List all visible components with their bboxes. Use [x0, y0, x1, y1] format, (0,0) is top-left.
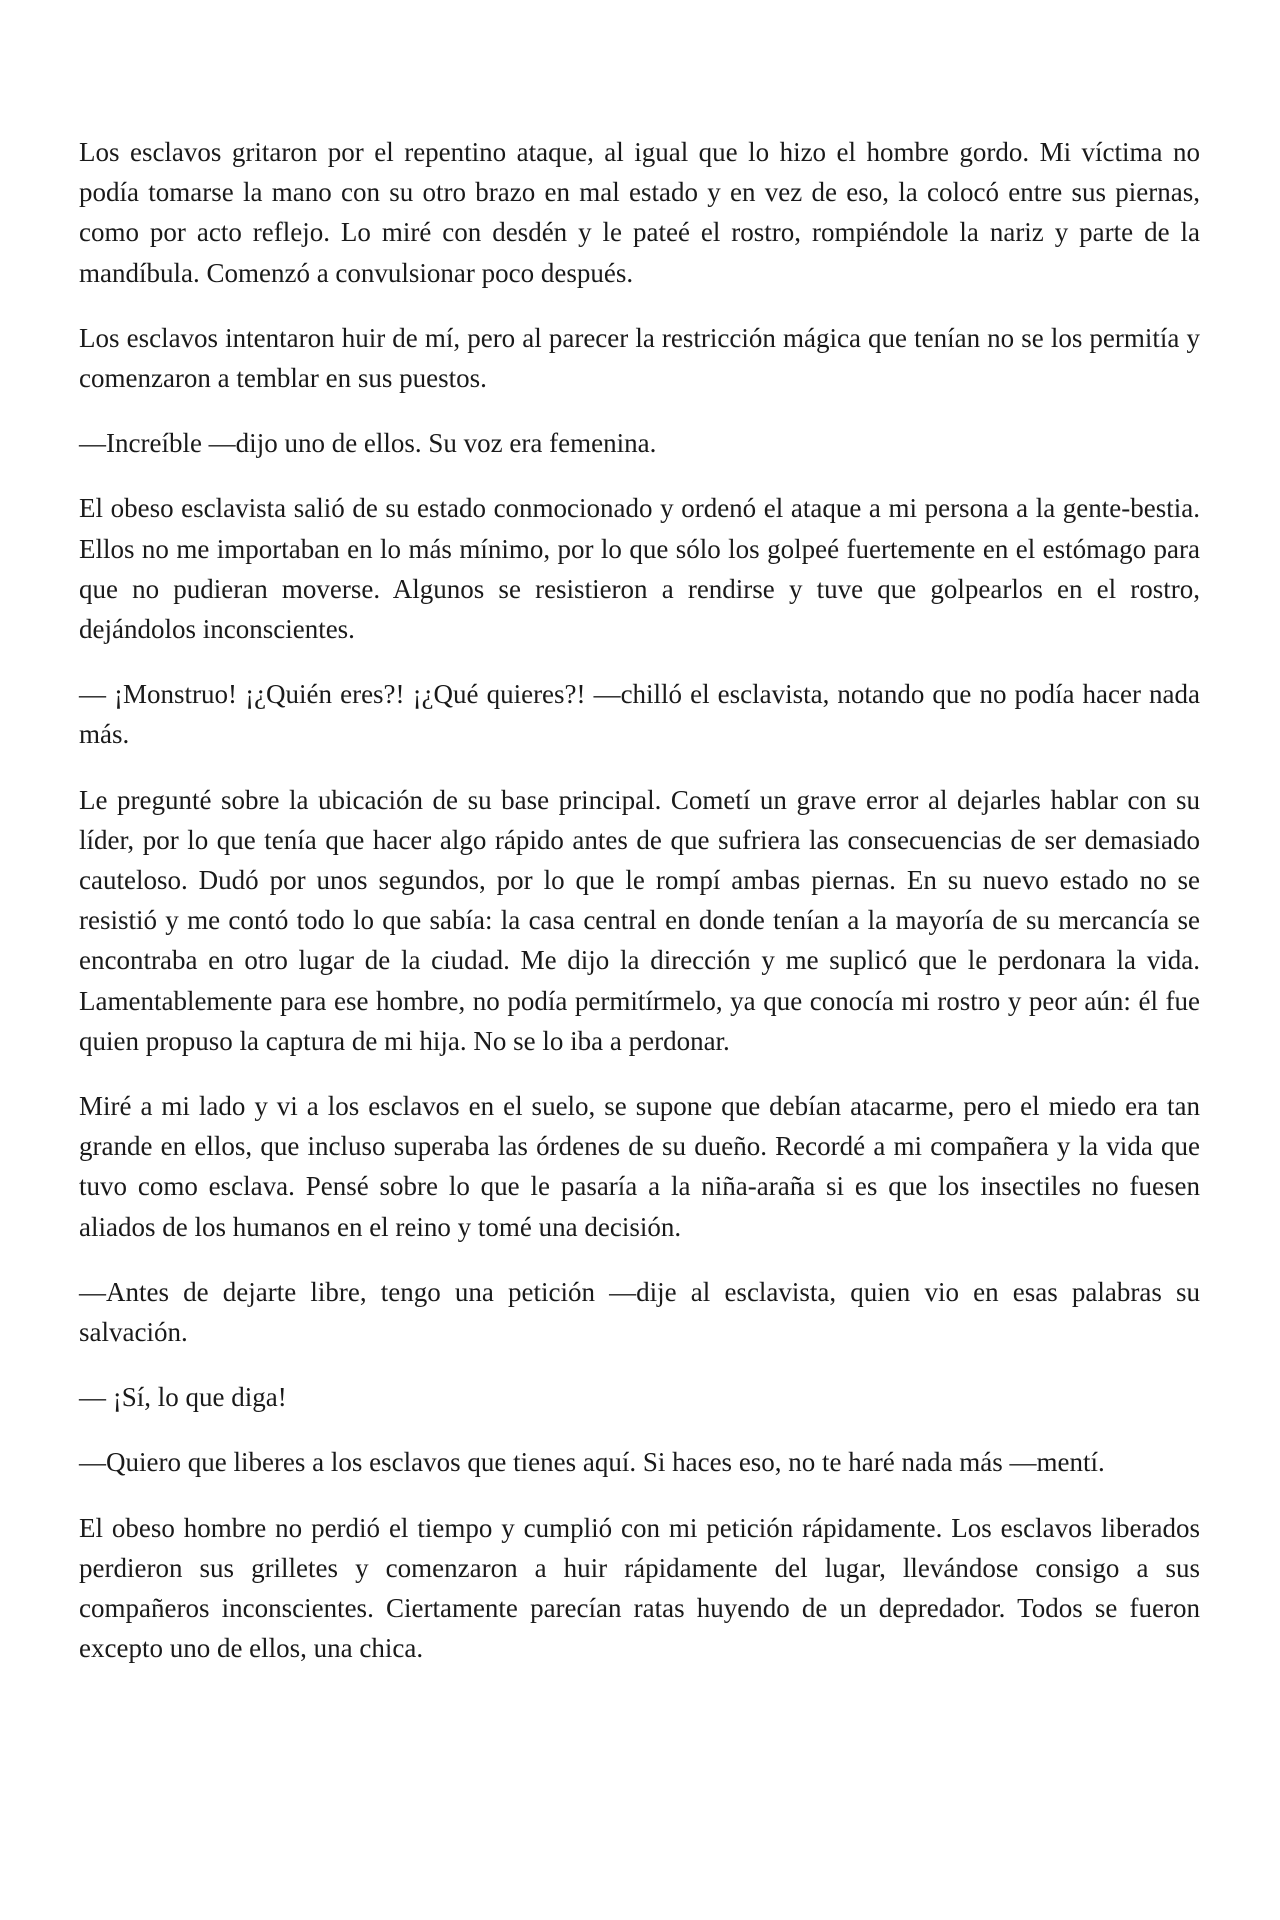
paragraph-5: — ¡Monstruo! ¡¿Quién eres?! ¡¿Qué quieres?! —chilló el esclavista, notando que no podía hacer nada más.: [79, 679, 1200, 750]
paragraph-9: — ¡Sí, lo que diga!: [79, 1382, 287, 1413]
paragraph-8: —Antes de dejarte libre, tengo una petición —dije al esclavista, quien vio en esas palabras su salvación.: [79, 1276, 1200, 1348]
document-page: [79, 132, 1200, 1694]
paragraph-1: Los esclavos gritaron por el repentino ataque, al igual que lo hizo el hombre gordo. Mi víctima no podía tomarse la mano con su otro brazo en mal estado y en vez de eso, la colocó entre sus piernas, como por acto reflejo. Lo miré con desdén y le pateé el rostro, rompiéndole la nariz y parte de la mandíbula. Comenzó a convulsionar poco después.: [79, 137, 1200, 288]
paragraph-7: Miré a mi lado y vi a los esclavos en el suelo, se supone que debían atacarme, pero el miedo era tan grande en ellos, que incluso superaba las órdenes de su dueño. Recordé a mi compañera y la vida que tuvo como esclava. Pensé sobre lo que le pasaría a la niña-araña si es que los insectiles no fuesen aliados de los humanos en el reino y tomé una decisión.: [79, 1091, 1200, 1242]
paragraph-3: —Increíble —dijo uno de ellos. Su voz era femenina.: [79, 428, 657, 459]
paragraph-2: Los esclavos intentaron huir de mí, pero al parecer la restricción mágica que tenían no se los permitía y comenzaron a temblar en sus puestos.: [79, 322, 1200, 394]
paragraph-10: —Quiero que liberes a los esclavos que tienes aquí. Si haces eso, no te haré nada más —mentí.: [79, 1447, 1105, 1478]
paragraph-6: Le pregunté sobre la ubicación de su base principal. Cometí un grave error al dejarles hablar con su líder, por lo que tenía que hacer algo rápido antes de que sufriera las consecuencias de ser demasiado cauteloso. Dudó por unos segundos, por lo que le rompí ambas piernas. En su nuevo estado no se resistió y me contó todo lo que sabía: la casa central en donde tenían a la mayoría de su mercancía se encontraba en otro lugar de la ciudad. Me dijo la dirección y me suplicó que le perdonara la vida. Lamentablemente para ese hombre, no podía permitírmelo, ya que conocía mi rostro y peor aún: él fue quien propuso la captura de mi hija. No se lo iba a perdonar.: [79, 784, 1200, 1056]
paragraph-11: El obeso hombre no perdió el tiempo y cumplió con mi petición rápidamente. Los esclavos liberados perdieron sus grilletes y comenzaron a huir rápidamente del lugar, llevándose consigo a sus compañeros inconscientes. Ciertamente parecían ratas huyendo de un depredador. Todos se fueron excepto uno de ellos, una chica.: [79, 1512, 1200, 1664]
paragraph-4: El obeso esclavista salió de su estado conmocionado y ordenó el ataque a mi persona a la gente-bestia. Ellos no me importaban en lo más mínimo, por lo que sólo los golpeé fuertemente en el estómago para que no pudieran moverse. Algunos se resistieron a rendirse y tuve que golpearlos en el rostro, dejándolos inconscientes.: [79, 493, 1200, 645]
